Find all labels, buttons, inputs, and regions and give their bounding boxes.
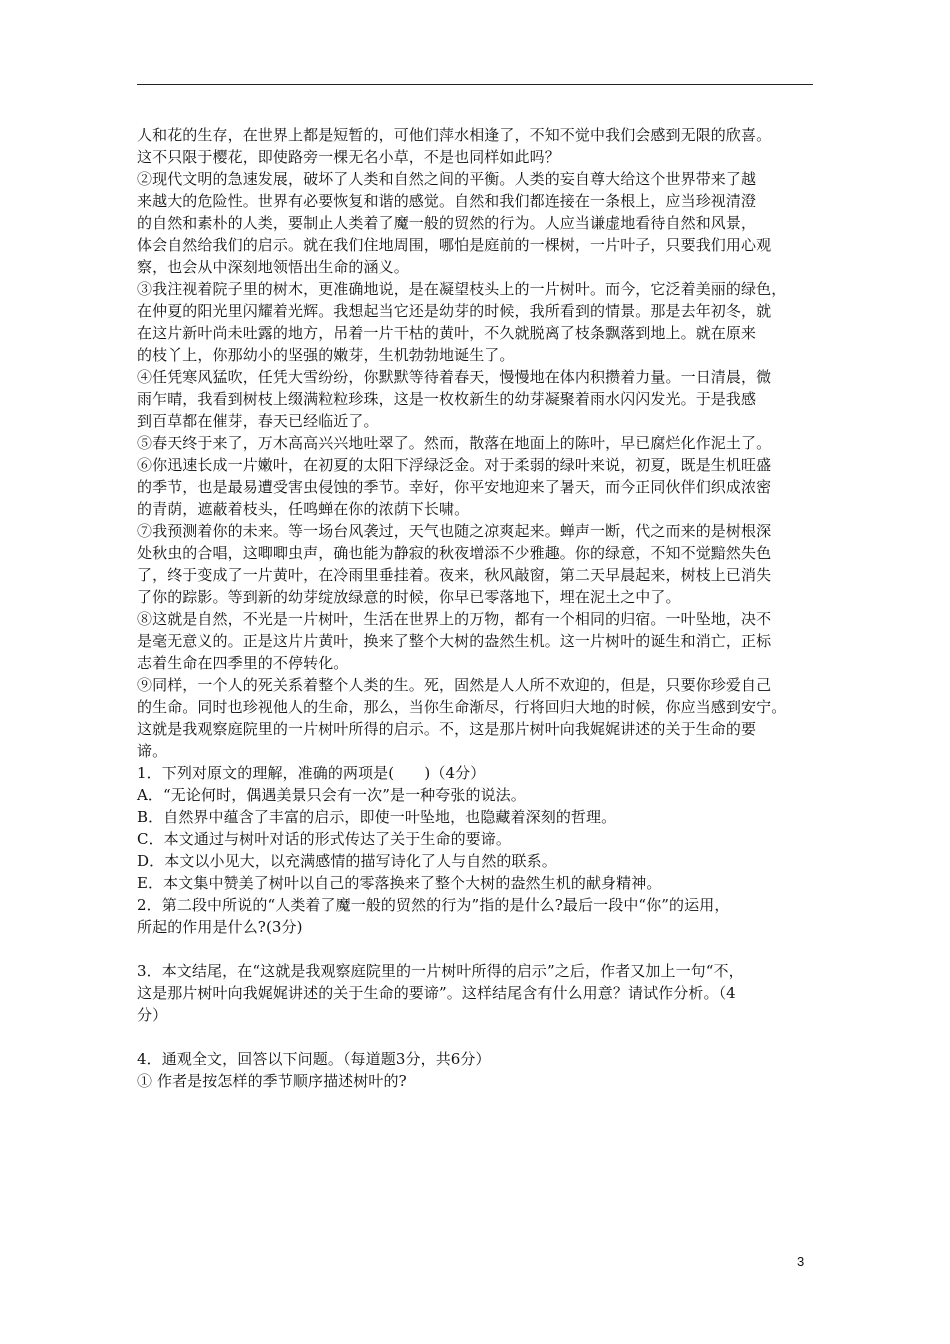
text-line: 人和花的生存，在世界上都是短暂的，可他们萍水相逢了，不知不觉中我们会感到无限的欣喜。 — [137, 126, 772, 144]
text-line: 来越大的危险性。世界有必要恢复和谐的感觉。自然和我们都连接在一条根上，应当珍视清澄 — [137, 192, 757, 210]
text-line: 到百草都在催芽，春天已经临近了。 — [137, 412, 379, 430]
text-line: 了，终于变成了一片黄叶，在冷雨里垂挂着。夜来，秋风敲窗，第二天早晨起来，树枝上已消失 — [137, 566, 772, 584]
text-line: ⑦我预测着你的未来。等一场台风袭过，天气也随之凉爽起来。蝉声一断，代之而来的是树根深 — [137, 522, 772, 540]
text-line: 在这片新叶尚未吐露的地方，吊着一片干枯的黄叶，不久就脱离了枝条飘落到地上。就在原来 — [137, 324, 757, 342]
text-line: ⑧这就是自然，不光是一片树叶，生活在世界上的万物，都有一个相同的归宿。一叶坠地，决不 — [137, 610, 772, 628]
text-line: A．“无论何时，偶遇美景只会有一次”是一种夸张的说法。 — [137, 786, 526, 804]
text-line: 体会自然给我们的启示。就在我们住地周围，哪怕是庭前的一棵树，一片叶子，只要我们用心观 — [137, 236, 772, 254]
text-line: 处秋虫的合唱，这唧唧虫声，确也能为静寂的秋夜增添不少雅趣。你的绿意，不知不觉黯然失色 — [137, 544, 772, 562]
page-number: 3 — [797, 1254, 805, 1269]
text-line: 2．第二段中所说的“人类着了魔一般的贸然的行为”指的是什么?最后一段中“你”的运用， — [137, 896, 730, 914]
text-line: ⑤春天终于来了，万木高高兴兴地吐翠了。然而，散落在地面上的陈叶，早已腐烂化作泥土了。 — [137, 434, 772, 452]
text-line: 这是那片树叶向我娓娓讲述的关于生命的要谛”。这样结尾含有什么用意？请试作分析。（4 — [137, 984, 736, 1002]
text-line: ②现代文明的急速发展，破坏了人类和自然之间的平衡。人类的妄自尊大给这个世界带来了越 — [137, 170, 757, 188]
text-line: 这不只限于樱花，即使路旁一棵无名小草，不是也同样如此吗？ — [137, 148, 560, 166]
document-body — [137, 124, 827, 1092]
text-line: 的生命。同时也珍视他人的生命，那么，当你生命渐尽，行将回归大地的时候，你应当感到安宁。 — [137, 698, 787, 716]
text-line: B．自然界中蕴含了丰富的启示，即使一叶坠地，也隐藏着深刻的哲理。 — [137, 808, 617, 826]
text-line: 在仲夏的阳光里闪耀着光辉。我想起当它还是幼芽的时候，我所看到的情景。那是去年初冬，就 — [137, 302, 772, 320]
header-rule — [137, 84, 813, 85]
text-line: 的季节，也是最易遭受害虫侵蚀的季节。幸好，你平安地迎来了暑天，而今正同伙伴们织成浓密 — [137, 478, 772, 496]
text-line: 察，也会从中深刻地领悟出生命的涵义。 — [137, 258, 409, 276]
text-line: 3．本文结尾，在“这就是我观察庭院里的一片树叶所得的启示”之后，作者又加上一句“不， — [137, 962, 744, 980]
text-line: 谛。 — [137, 742, 168, 760]
blank-line — [137, 1026, 827, 1048]
text-line: 分） — [137, 1006, 168, 1024]
text-line: ③我注视着院子里的树木，更准确地说，是在凝望枝头上的一片树叶。而今，它泛着美丽的绿色， — [137, 280, 787, 298]
text-line: ① 作者是按怎样的季节顺序描述树叶的? — [137, 1072, 407, 1090]
text-line: 所起的作用是什么?(3分) — [137, 918, 303, 936]
text-line: 的枝丫上，你那幼小的坚强的嫩芽，生机勃勃地诞生了。 — [137, 346, 515, 364]
text-line: 的自然和素朴的人类，要制止人类着了魔一般的贸然的行为。人应当谦虚地看待自然和风景， — [137, 214, 757, 232]
text-line: 雨乍晴，我看到树枝上缀满粒粒珍珠，这是一枚枚新生的幼芽凝聚着雨水闪闪发光。于是我感 — [137, 390, 757, 408]
text-line: ④任凭寒风猛吹，任凭大雪纷纷，你默默等待着春天，慢慢地在体内积攒着力量。一日清晨，微 — [137, 368, 772, 386]
text-line: D．本文以小见大，以充满感情的描写诗化了人与自然的联系。 — [137, 852, 557, 870]
blank-line — [137, 938, 827, 960]
text-line: 4．通观全文，回答以下问题。（每道题3分，共6分） — [137, 1050, 491, 1068]
text-line: 志着生命在四季里的不停转化。 — [137, 654, 349, 672]
text-line: ⑨同样，一个人的死关系着整个人类的生。死，固然是人人所不欢迎的，但是，只要你珍爱自己 — [137, 676, 772, 694]
text-line: 了你的踪影。等到新的幼芽绽放绿意的时候，你早已零落地下，埋在泥土之中了。 — [137, 588, 681, 606]
text-line: 这就是我观察庭院里的一片树叶所得的启示。不，这是那片树叶向我娓娓讲述的关于生命的要 — [137, 720, 757, 738]
text-line: 1．下列对原文的理解，准确的两项是( )（4分） — [137, 764, 486, 782]
text-line: 是毫无意义的。正是这片片黄叶，换来了整个大树的盎然生机。这一片树叶的诞生和消亡，正标 — [137, 632, 772, 650]
text-line: ⑥你迅速长成一片嫩叶，在初夏的太阳下浮绿泛金。对于柔弱的绿叶来说，初夏，既是生机旺盛 — [137, 456, 772, 474]
text-line: E．本文集中赞美了树叶以自己的零落换来了整个大树的盎然生机的献身精神。 — [137, 874, 662, 892]
text-line: C．本文通过与树叶对话的形式传达了关于生命的要谛。 — [137, 830, 511, 848]
text-line: 的青荫，遮蔽着枝头，任鸣蝉在你的浓荫下长啸。 — [137, 500, 470, 518]
